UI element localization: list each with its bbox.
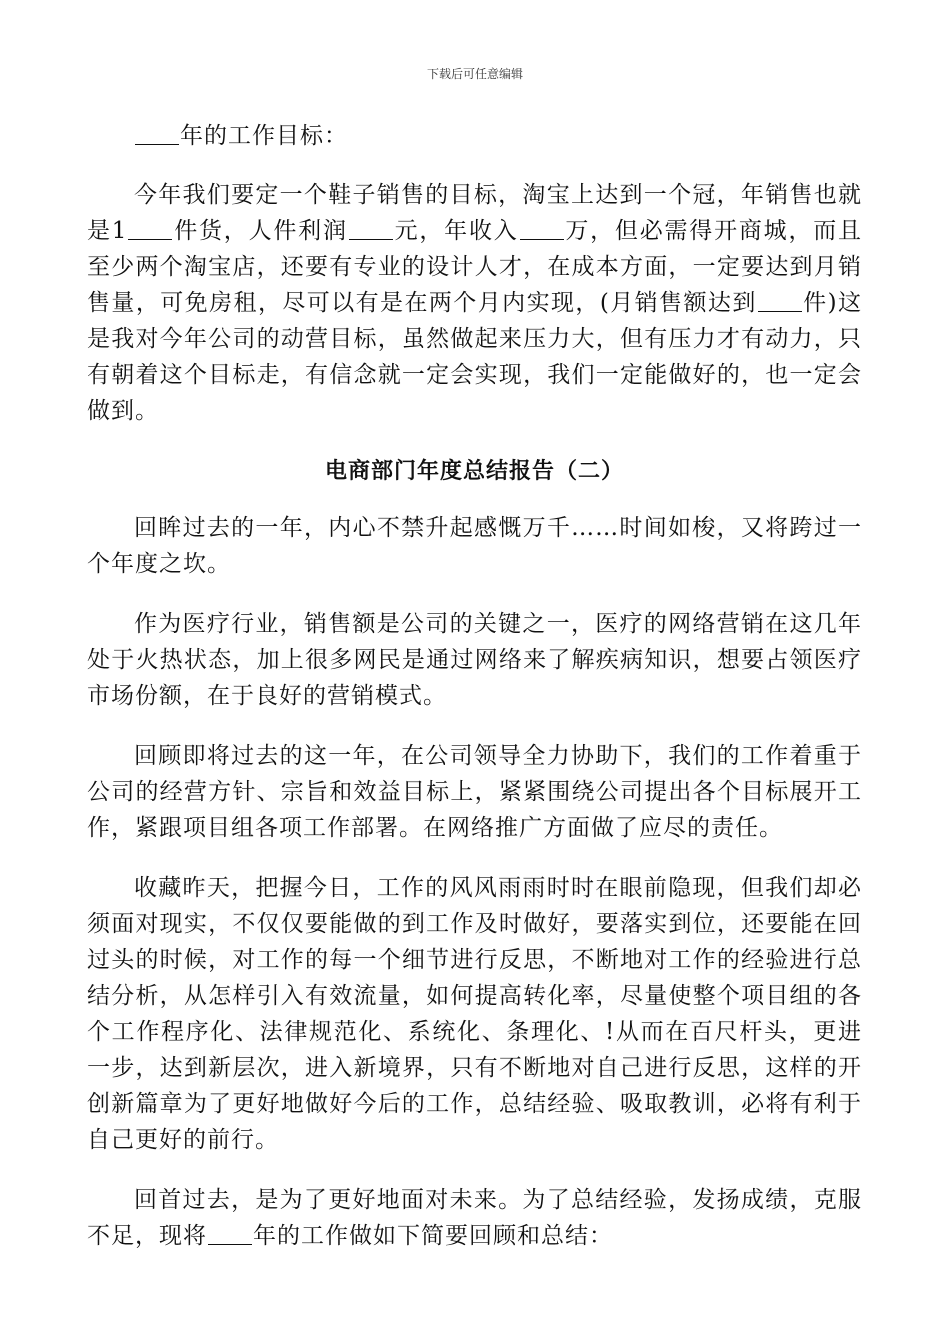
body-paragraph: 收藏昨天，把握今日，工作的风风雨雨时时在眼前隐现，但我们却必须面对现实，不仅仅要能做的到工作及时做好，要落实到位，还要能在回过头的时候，对工作的每一个细节进行反思，不断地对工作的经验进行总结分析，从怎样引入有效流量，如何提高转化率，尽量使整个项目组的各个工作程序化、法律规范化、系统化、条理化、!从而在百尺杆头，更进一步，达到新层次，进入新境界，只有不断地对自己进行反思，这样的开创新篇章为了更好地做好今后的工作，总结经验、吸取教训，必将有利于自己更好的前行。	[87, 875, 862, 1153]
fill-in-blank	[135, 124, 179, 145]
fill-in-blank	[128, 219, 172, 240]
body-paragraph: 回眸过去的一年，内心不禁升起感慨万千……时间如梭，又将跨过一个年度之坎。	[87, 515, 862, 577]
closing-paragraph	[87, 1182, 862, 1254]
closing-text-part: 回首过去，是为了更好地面对未来。为了总结经验，发扬成绩，克服不足，现将	[87, 1187, 862, 1249]
fill-in-blank	[520, 219, 564, 240]
goal-paragraph	[87, 177, 862, 429]
goal-text-part: 件货，人件利润	[173, 218, 348, 244]
goal-text-part: 今年我们要定一个鞋子销售的目标，淘宝上达到一个冠，年销售也就是1	[87, 182, 862, 244]
document-body	[87, 118, 862, 1254]
fill-in-blank	[349, 219, 393, 240]
goal-text-part: 万，但必需得开商城，而且至少两个淘宝店，还要有专业的设计人才，在成本方面，一定要达到月销售量，可免房租，尽可以有是在两个月内实现，(月销售额达到	[87, 218, 863, 316]
fill-in-blank	[208, 1224, 252, 1245]
body-paragraph: 回顾即将过去的这一年，在公司领导全力协助下，我们的工作着重于公司的经营方针、宗旨和效益目标上，紧紧围绕公司提出各个目标展开工作，紧跟项目组各项工作部署。在网络推广方面做了应尽的责任。	[87, 743, 862, 841]
fill-in-blank	[758, 291, 802, 312]
closing-text-part: 年的工作做如下简要回顾和总结：	[253, 1223, 613, 1249]
goal-text-part: 件)这是我对今年公司的动营目标，虽然做起来压力大，但有压力才有动力，只有朝着这个目标走，有信念就一定会实现，我们一定能做好的，也一定会做到。	[87, 290, 862, 424]
section-title: 电商部门年度总结报告（二）	[324, 458, 624, 484]
page-header-note: 下载后可任意编辑	[426, 67, 523, 81]
goal-title-line	[87, 118, 862, 154]
body-paragraph: 作为医疗行业，销售额是公司的关键之一，医疗的网络营销在这几年处于火热状态，加上很多网民是通过网络来了解疾病知识，想要占领医疗市场份额，在于良好的营销模式。	[87, 611, 862, 709]
goal-text-part: 元，年收入	[393, 218, 519, 244]
goal-title-text: 年的工作目标：	[180, 123, 348, 149]
